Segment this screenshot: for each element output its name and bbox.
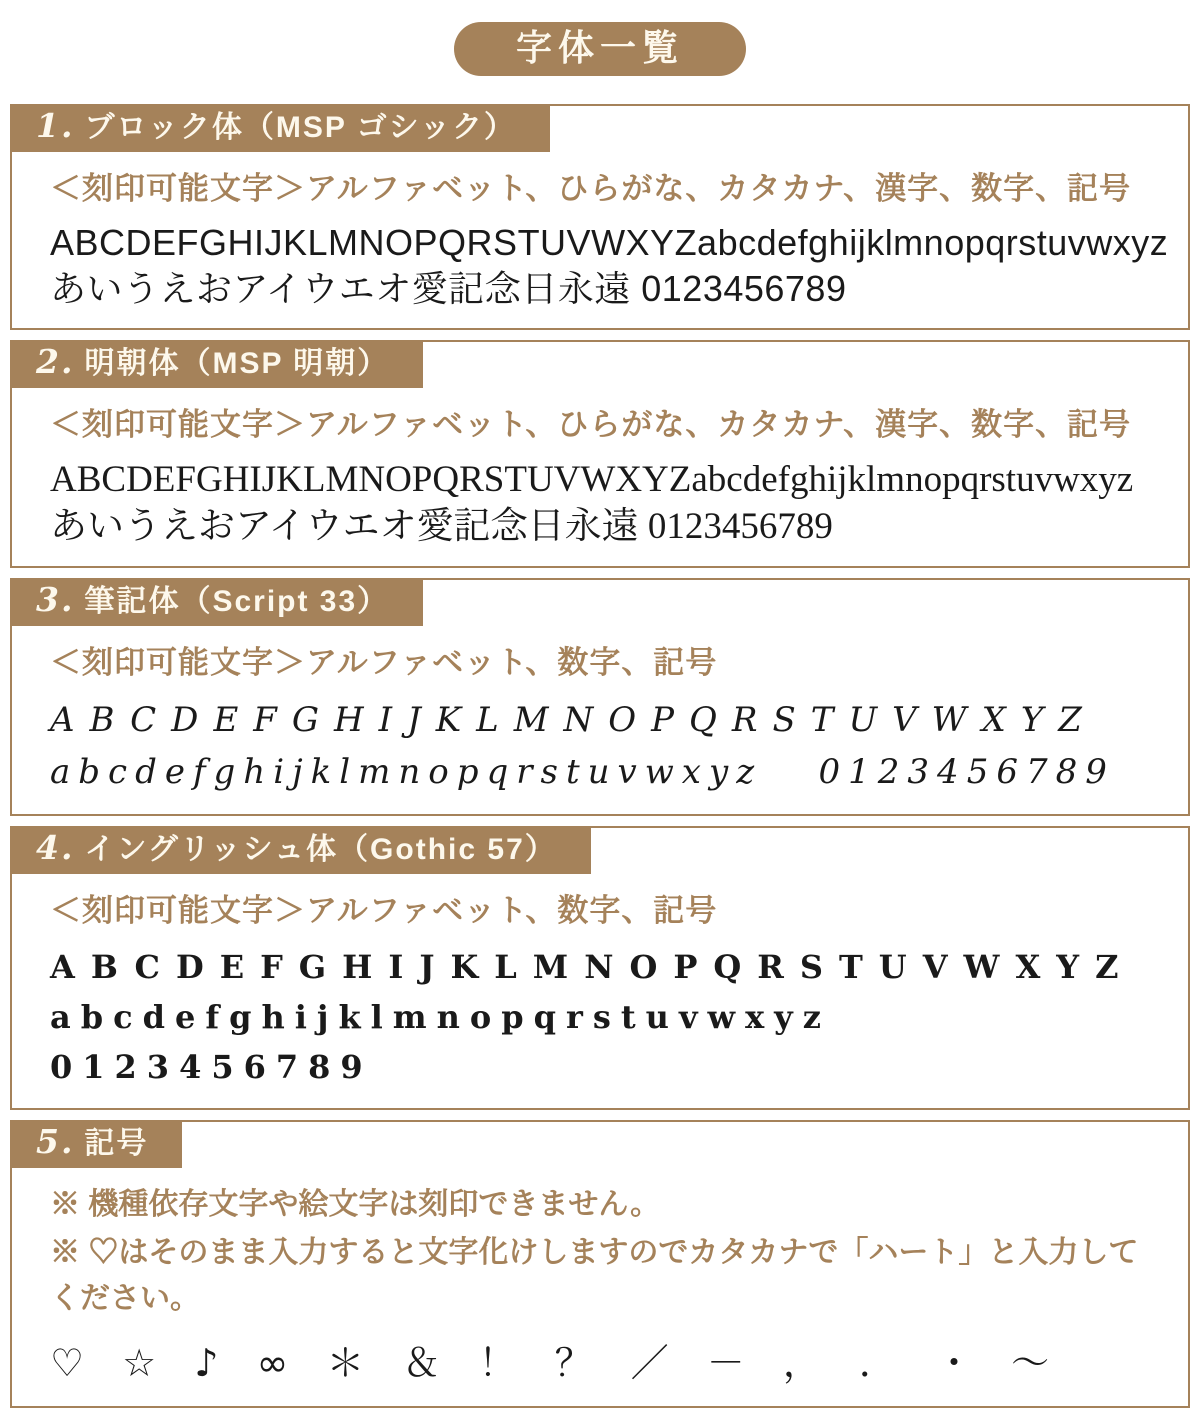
font-sample-latin: ABCDEFGHIJKLMNOPQRSTUVWXYZabcdefghijklmnopqrstuvwxyz: [50, 459, 1134, 500]
section-header: [10, 340, 423, 388]
section-body: [12, 1168, 1188, 1406]
section-title: イングリッシュ体（Gothic 57）: [84, 833, 557, 866]
font-sample-uppercase: ABCDEFGHIJKLMNOPQRSTUVWXYZ: [50, 700, 1097, 740]
engravable-chars-label: ＜刻印可能文字＞アルファベット、ひらがな、カタカナ、漢字、数字、記号: [50, 171, 1132, 206]
engravable-chars-label: ＜刻印可能文字＞アルファベット、数字、記号: [50, 893, 718, 928]
section-body: [12, 626, 1188, 814]
section-number: 5.: [36, 1122, 75, 1161]
symbols-note-1: ※ 機種依存文字や絵文字は刻印できません。: [50, 1188, 661, 1221]
section-number: 2.: [36, 342, 75, 381]
section-body: [12, 874, 1188, 1108]
section-number: 3.: [36, 580, 75, 619]
section-header: [10, 578, 423, 626]
page-title: 字体一覧: [454, 22, 746, 76]
section-header: [10, 104, 550, 152]
section-title: 記号: [84, 1127, 149, 1160]
font-sample-kana-digits: あいうえおアイウエオ愛記念日永遠 0123456789: [50, 506, 833, 547]
font-sample-lowercase-digits: abcdefghijklmnopqrstuvwxyz 0123456789: [50, 998, 895, 1086]
section-english-blackletter: [10, 826, 1190, 1110]
section-header: [10, 826, 591, 874]
font-sample-latin: ABCDEFGHIJKLMNOPQRSTUVWXYZabcdefghijklmnopqrstuvwxyz: [50, 222, 1169, 263]
engravable-chars-label: ＜刻印可能文字＞アルファベット、ひらがな、カタカナ、漢字、数字、記号: [50, 407, 1132, 442]
section-block-gothic: [10, 104, 1190, 330]
section-body: [12, 152, 1188, 328]
font-list-page: [0, 22, 1200, 1385]
section-script: [10, 578, 1190, 816]
available-symbols: ♡ ☆ ♪ ∞ ＊ ＆ ！ ？ ／ － ， ． ・ ～: [50, 1341, 1050, 1385]
symbols-note-2: ※ ♡はそのまま入力すると文字化けしますのでカタカナで「ハート」と入力してください。: [50, 1236, 1139, 1315]
engravable-chars-label: ＜刻印可能文字＞アルファベット、数字、記号: [50, 645, 718, 680]
section-number: 1.: [36, 106, 75, 145]
font-sample-uppercase: ABCDEFGHIJKLMNOPQRSTUVWXYZ: [50, 948, 1135, 986]
section-number: 4.: [36, 828, 75, 867]
section-title: 明朝体（MSP 明朝）: [84, 347, 390, 380]
section-title: ブロック体（MSP ゴシック）: [84, 111, 517, 144]
section-header: [10, 1120, 182, 1168]
section-mincho: [10, 340, 1190, 568]
section-title: 筆記体（Script 33）: [84, 585, 390, 618]
section-body: [12, 388, 1188, 566]
font-sample-kana-digits: あいうえおアイウエオ愛記念日永遠 0123456789: [50, 268, 847, 309]
font-sample-lowercase-digits: abcdefghijklmnopqrstuvwxyz 0123456789: [50, 752, 1115, 792]
section-symbols: [10, 1120, 1190, 1408]
